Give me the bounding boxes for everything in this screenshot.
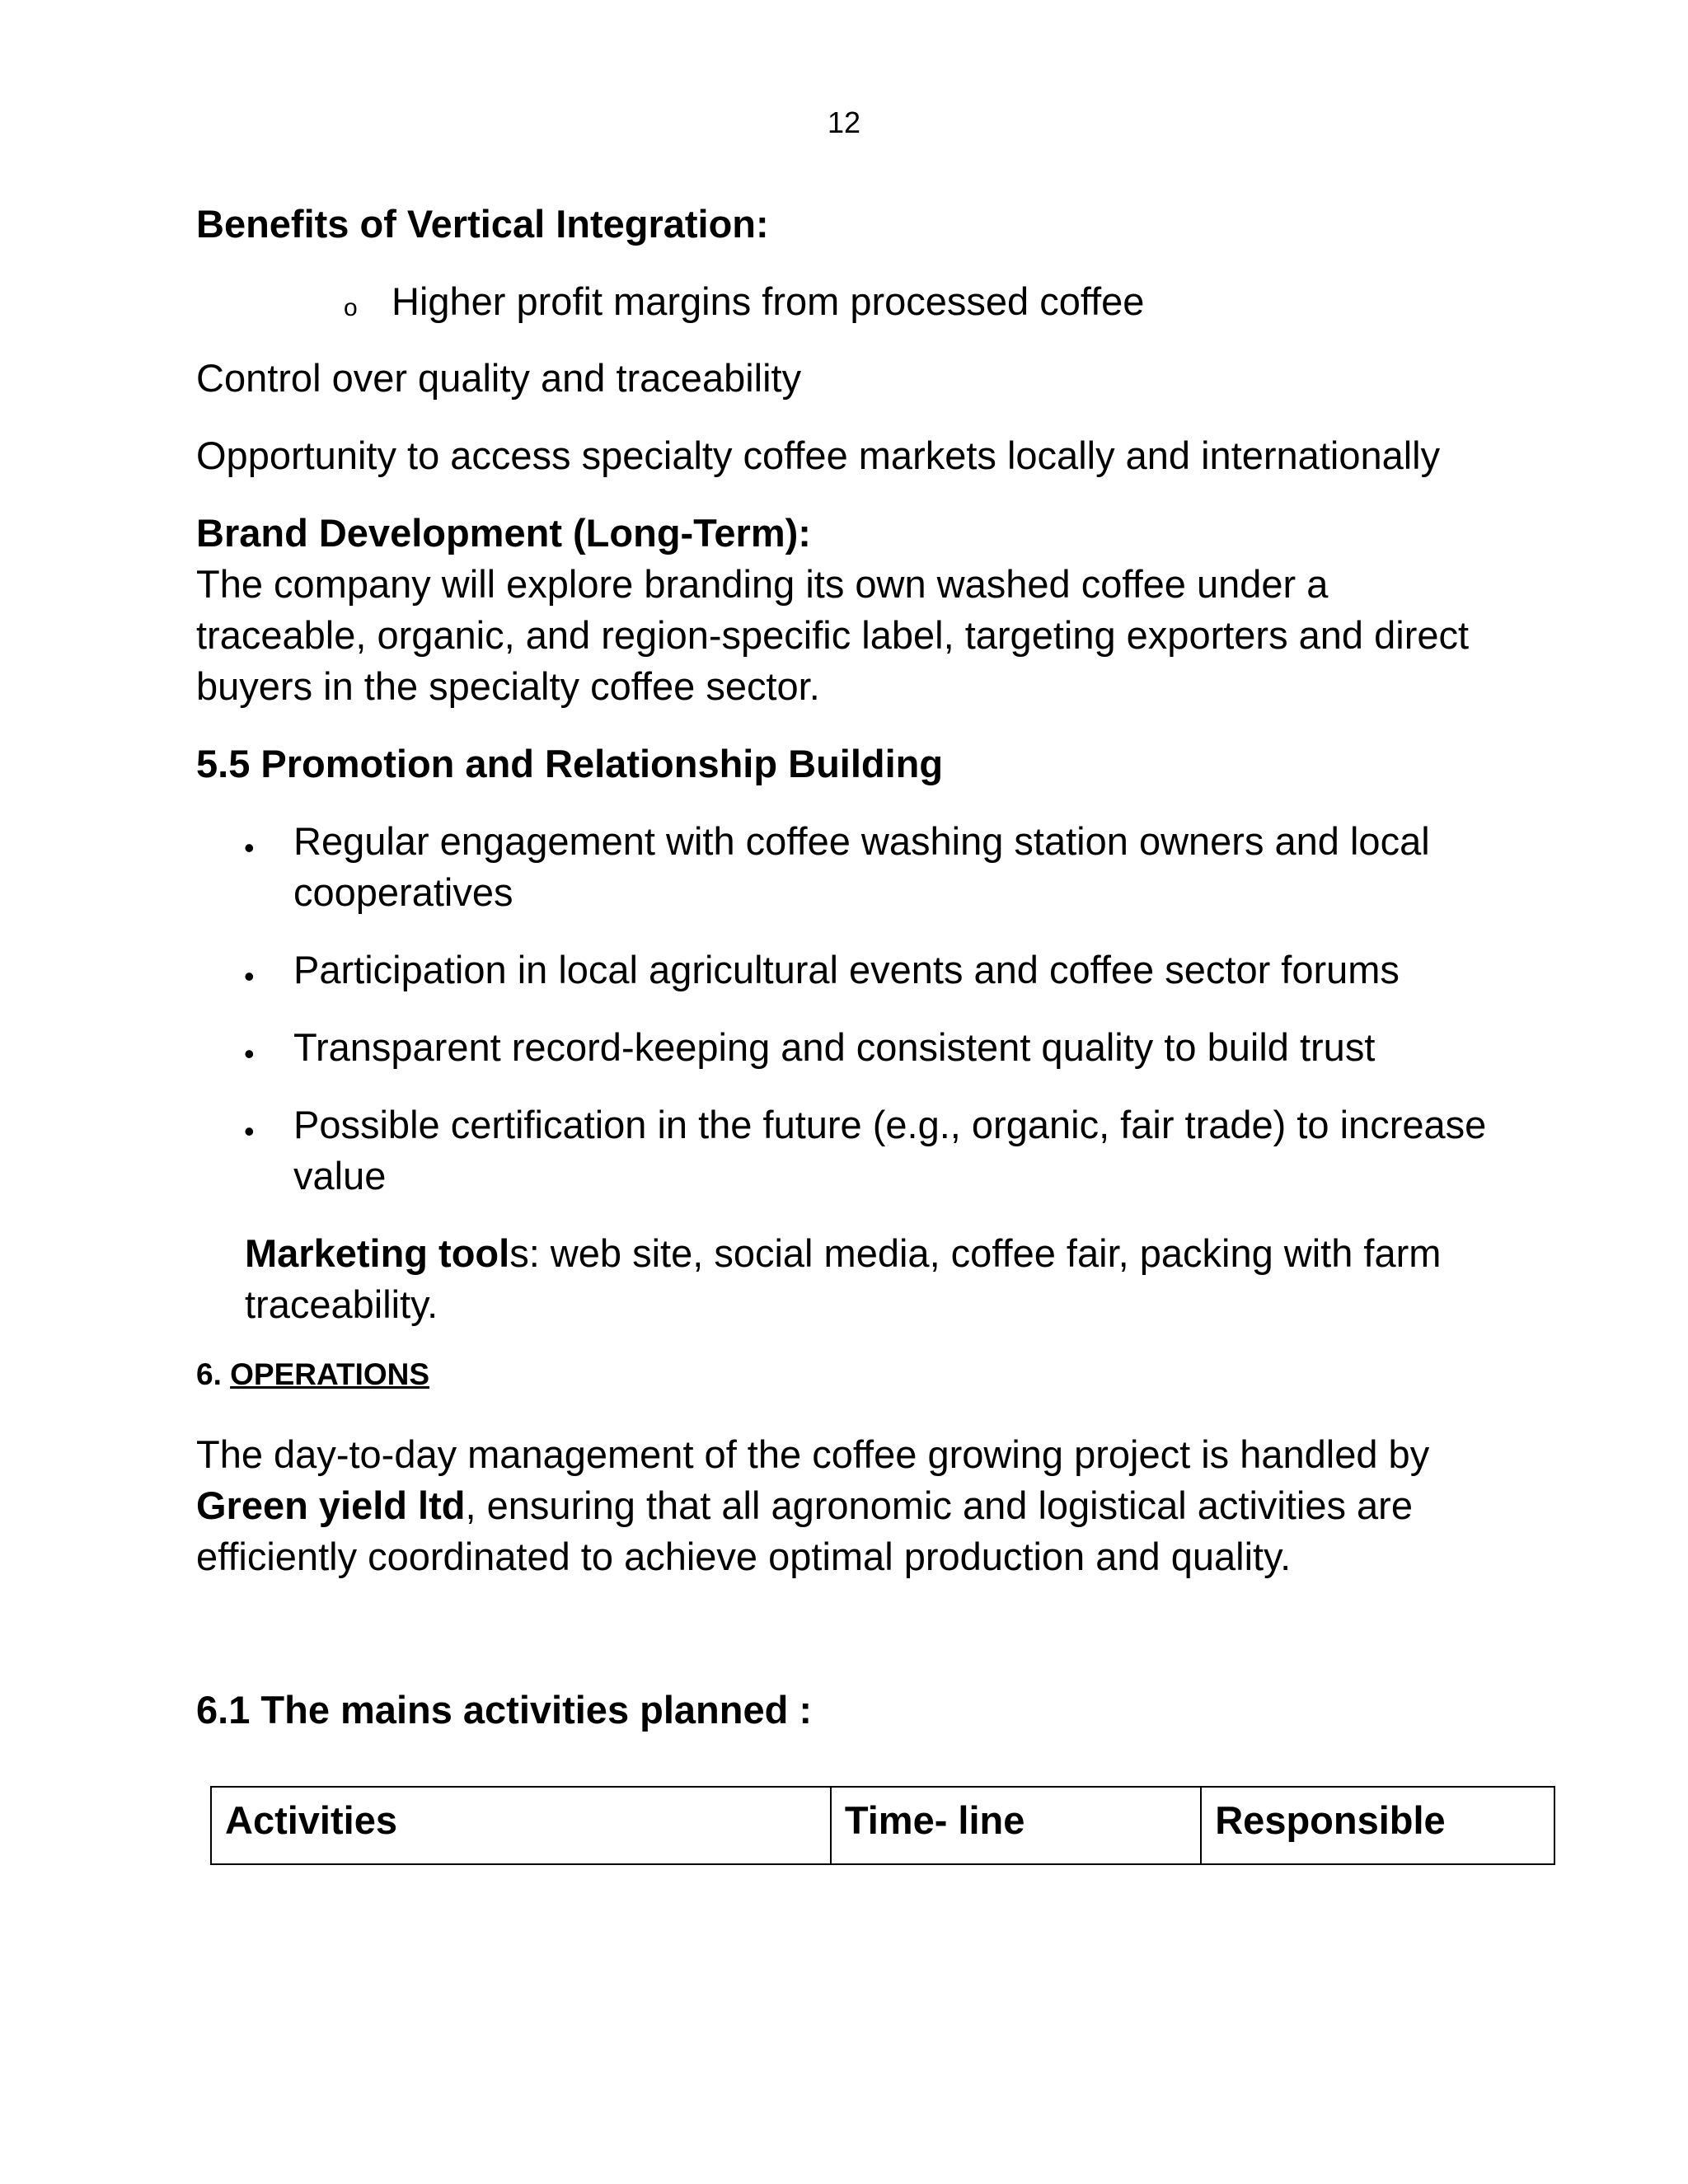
brand-paragraph-line: The company will explore branding its own washed coffee under a — [196, 562, 1329, 606]
operations-heading — [196, 1357, 429, 1392]
table-header-activities: Activities — [211, 1787, 831, 1864]
marketing-tools-line-2: traceability. — [245, 1282, 438, 1326]
operations-text: , ensuring that all agronomic and logistical activities are — [465, 1483, 1413, 1527]
brand-paragraph-line: buyers in the specialty coffee sector. — [196, 664, 820, 708]
promotion-bullet-text: Transparent record-keeping and consistent quality to build trust — [293, 1025, 1376, 1069]
bullet-icon: • — [244, 959, 255, 993]
page-number: 12 — [827, 105, 861, 139]
benefit-line-quality: Control over quality and traceability — [196, 356, 802, 400]
brand-paragraph-line: traceable, organic, and region-specific label, targeting exporters and direct — [196, 613, 1470, 657]
promotion-bullet-text: Regular engagement with coffee washing station owners and local — [293, 819, 1430, 863]
operations-paragraph-line: efficiently coordinated to achieve optimal production and quality. — [196, 1535, 1292, 1578]
bullet-icon: • — [244, 1114, 255, 1148]
brand-heading: Brand Development (Long-Term): — [196, 511, 811, 555]
activities-table — [210, 1786, 1555, 1865]
promotion-bullet-text: Possible certification in the future (e.g., organic, fair trade) to increase — [293, 1103, 1487, 1146]
benefit-sub-bullet: Higher profit margins from processed coffee — [392, 279, 1145, 323]
operations-paragraph-line — [196, 1480, 1413, 1531]
company-name: Green yield ltd — [196, 1483, 466, 1527]
benefit-line-markets: Opportunity to access specialty coffee markets locally and internationally — [196, 434, 1441, 477]
operations-title: OPERATIONS — [230, 1357, 430, 1391]
operations-paragraph-line: The day-to-day management of the coffee growing project is handled by — [196, 1432, 1430, 1476]
bullet-icon: • — [244, 1037, 255, 1071]
table-header-row — [211, 1787, 1554, 1864]
marketing-tools-line — [245, 1228, 1441, 1279]
operations-number: 6. — [196, 1357, 231, 1391]
promotion-bullet-text: Participation in local agricultural events and coffee sector forums — [293, 948, 1400, 991]
marketing-tools-label: Marketing tool — [245, 1231, 510, 1275]
table-header-timeline: Time- line — [831, 1787, 1201, 1864]
table-header-responsible: Responsible — [1201, 1787, 1554, 1864]
promotion-bullet-text: cooperatives — [293, 870, 513, 914]
marketing-tools-text: s: web site, social media, coffee fair, packing with farm — [509, 1231, 1442, 1275]
hollow-bullet-icon: o — [344, 294, 358, 321]
activities-heading: 6.1 The mains activities planned : — [196, 1688, 813, 1732]
promotion-bullet-text: value — [293, 1154, 387, 1197]
promotion-heading: 5.5 Promotion and Relationship Building — [196, 742, 944, 785]
bullet-icon: • — [244, 831, 255, 865]
benefits-heading: Benefits of Vertical Integration: — [196, 202, 769, 246]
